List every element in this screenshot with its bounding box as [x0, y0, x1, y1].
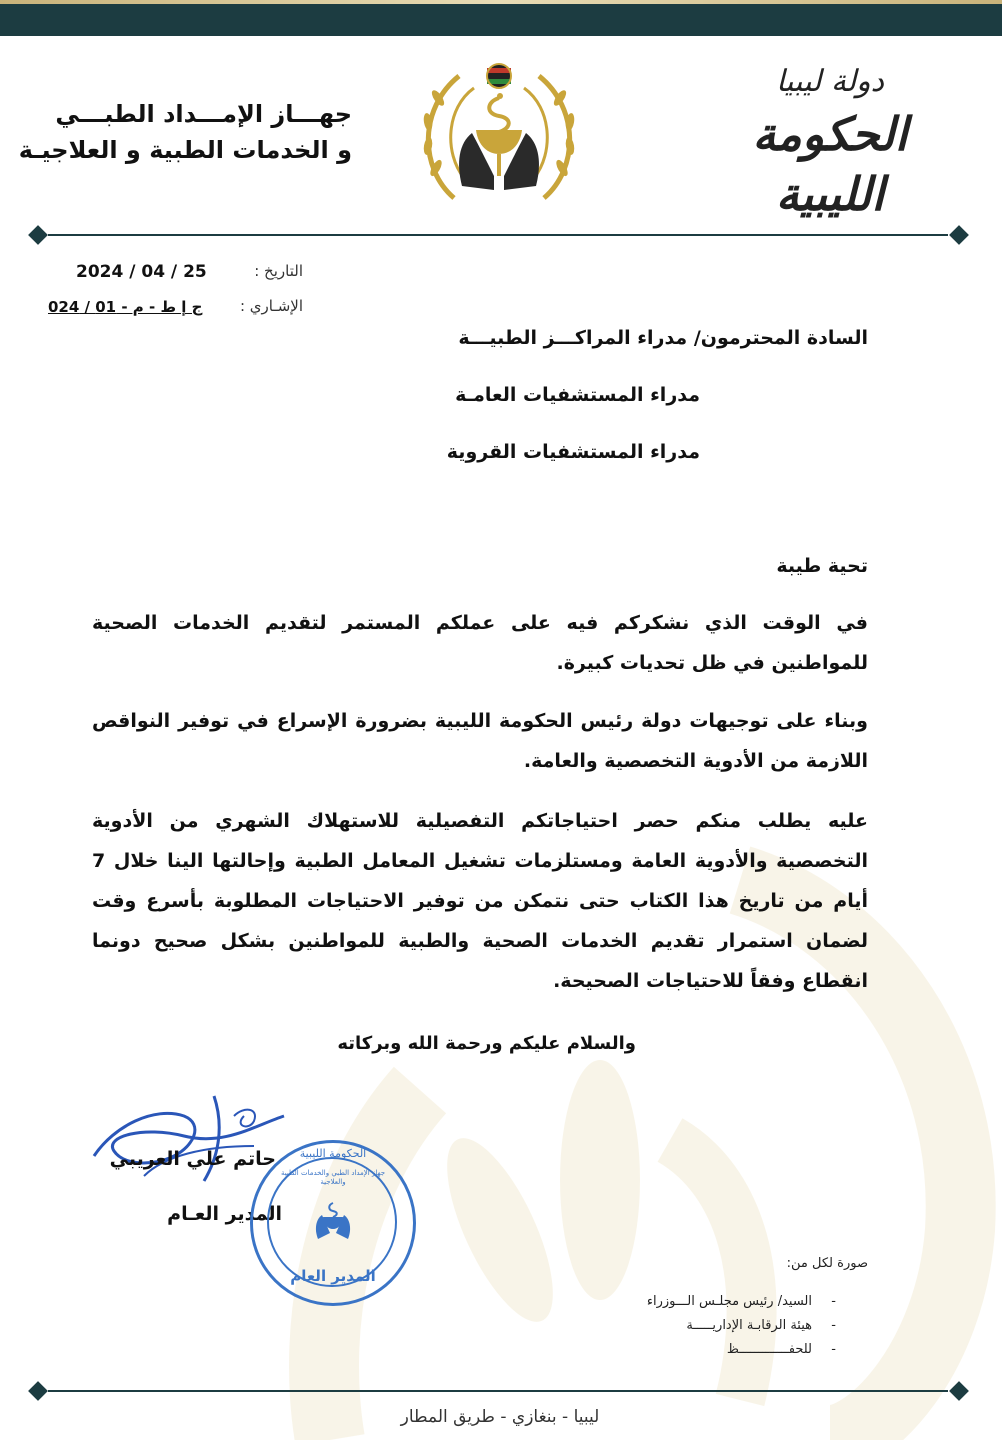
cc-item-3: للحفـــــــــــــظ: [726, 1342, 812, 1357]
stamp-emblem-icon: [308, 1199, 358, 1249]
divider-diamond-left: [28, 225, 48, 245]
signatory-title: المدير العـام: [167, 1203, 282, 1225]
paragraph-2: وبناء على توجيهات دولة رئيس الحكومة الليبية بضرورة الإسراع في توفير النواقص اللازمة من الأدوية التخصصية والعامة.: [92, 710, 868, 772]
footer-diamond-left: [28, 1381, 48, 1401]
official-stamp: [250, 1140, 416, 1306]
header-divider: [48, 234, 948, 236]
org-name-line2: و الخدمات الطبية و العلاجيـة: [18, 136, 352, 164]
cc-bullet-2: -: [831, 1318, 836, 1333]
addressee-line2: مدراء المستشفيات العامـة: [455, 384, 700, 406]
government-calligraphy: [710, 60, 950, 221]
cc-title: صورة لكل من:: [786, 1256, 868, 1271]
top-bar: [0, 0, 1002, 36]
cc-bullet-3: -: [831, 1342, 836, 1357]
top-bar-stripe: [0, 0, 1002, 4]
signatory-name: حاتم علي العريبي: [109, 1148, 276, 1170]
cc-item-1: السيد/ رئيس مجلـس الـــوزراء: [646, 1294, 812, 1309]
footer-address: ليبيا - بنغازي - طريق المطار: [400, 1407, 600, 1427]
calligraphy-line2: الحكومة الليبية: [752, 107, 908, 221]
date-value: 2024 / 04 / 25: [76, 262, 207, 282]
divider-diamond-right: [949, 225, 969, 245]
cc-bullet-1: -: [831, 1294, 836, 1309]
paragraph-1: في الوقت الذي نشكركم فيه على عملكم المستمر لتقديم الخدمات الصحية للمواطنين في ظل تحديات كبيرة.: [92, 612, 868, 674]
footer-divider: [48, 1390, 948, 1392]
org-name: [12, 96, 352, 168]
stamp-bottom-text: المدير العام: [290, 1267, 376, 1285]
cc-item-2: هيئة الرقابـة الإداريـــــة: [686, 1318, 812, 1333]
ref-value: ج إ ط - م - 01 / 024: [48, 298, 203, 316]
paragraph-3: عليه يطلب منكم حصر احتياجاتكم التفصيلية للاستهلاك الشهري من الأدوية التخصصية والأدوية العامة ومستلزمات تشغيل المعامل الطبية وإحالتها الينا خلال 7 أيام من تاريخ هذا الكتاب حتى نتمكن من توفير الاحتياجات المطلوبة بأسرع وقت لضمان استمرار تقديم الخدمات الصحية والطبية للمواطنين بشكل صحيح دونما انقطاع وفقاً للاحتياجات الصحيحة.: [92, 810, 868, 992]
calligraphy-line1: دولة ليبيا: [775, 64, 885, 99]
date-label: التاريخ :: [254, 262, 303, 280]
ref-label: الإشـاري :: [239, 297, 303, 315]
stamp-top-text: الحكومة الليبية: [299, 1147, 367, 1160]
closing-line: والسلام عليكم ورحمة الله وبركاته: [337, 1033, 636, 1054]
addressee-line3: مدراء المستشفيات القروية: [446, 441, 700, 463]
stamp-org-text: جهاز الإمداد الطبي والخدمات الطبية والعلاجية: [280, 1169, 386, 1186]
org-logo: [414, 58, 584, 208]
addressee-line1: السادة المحترمون/ مدراء المراكـــز الطبيـــة: [458, 327, 868, 349]
org-name-line1: جهـــاز الإمـــداد الطبـــي: [55, 100, 352, 128]
greeting: تحية طيبة: [776, 555, 868, 577]
